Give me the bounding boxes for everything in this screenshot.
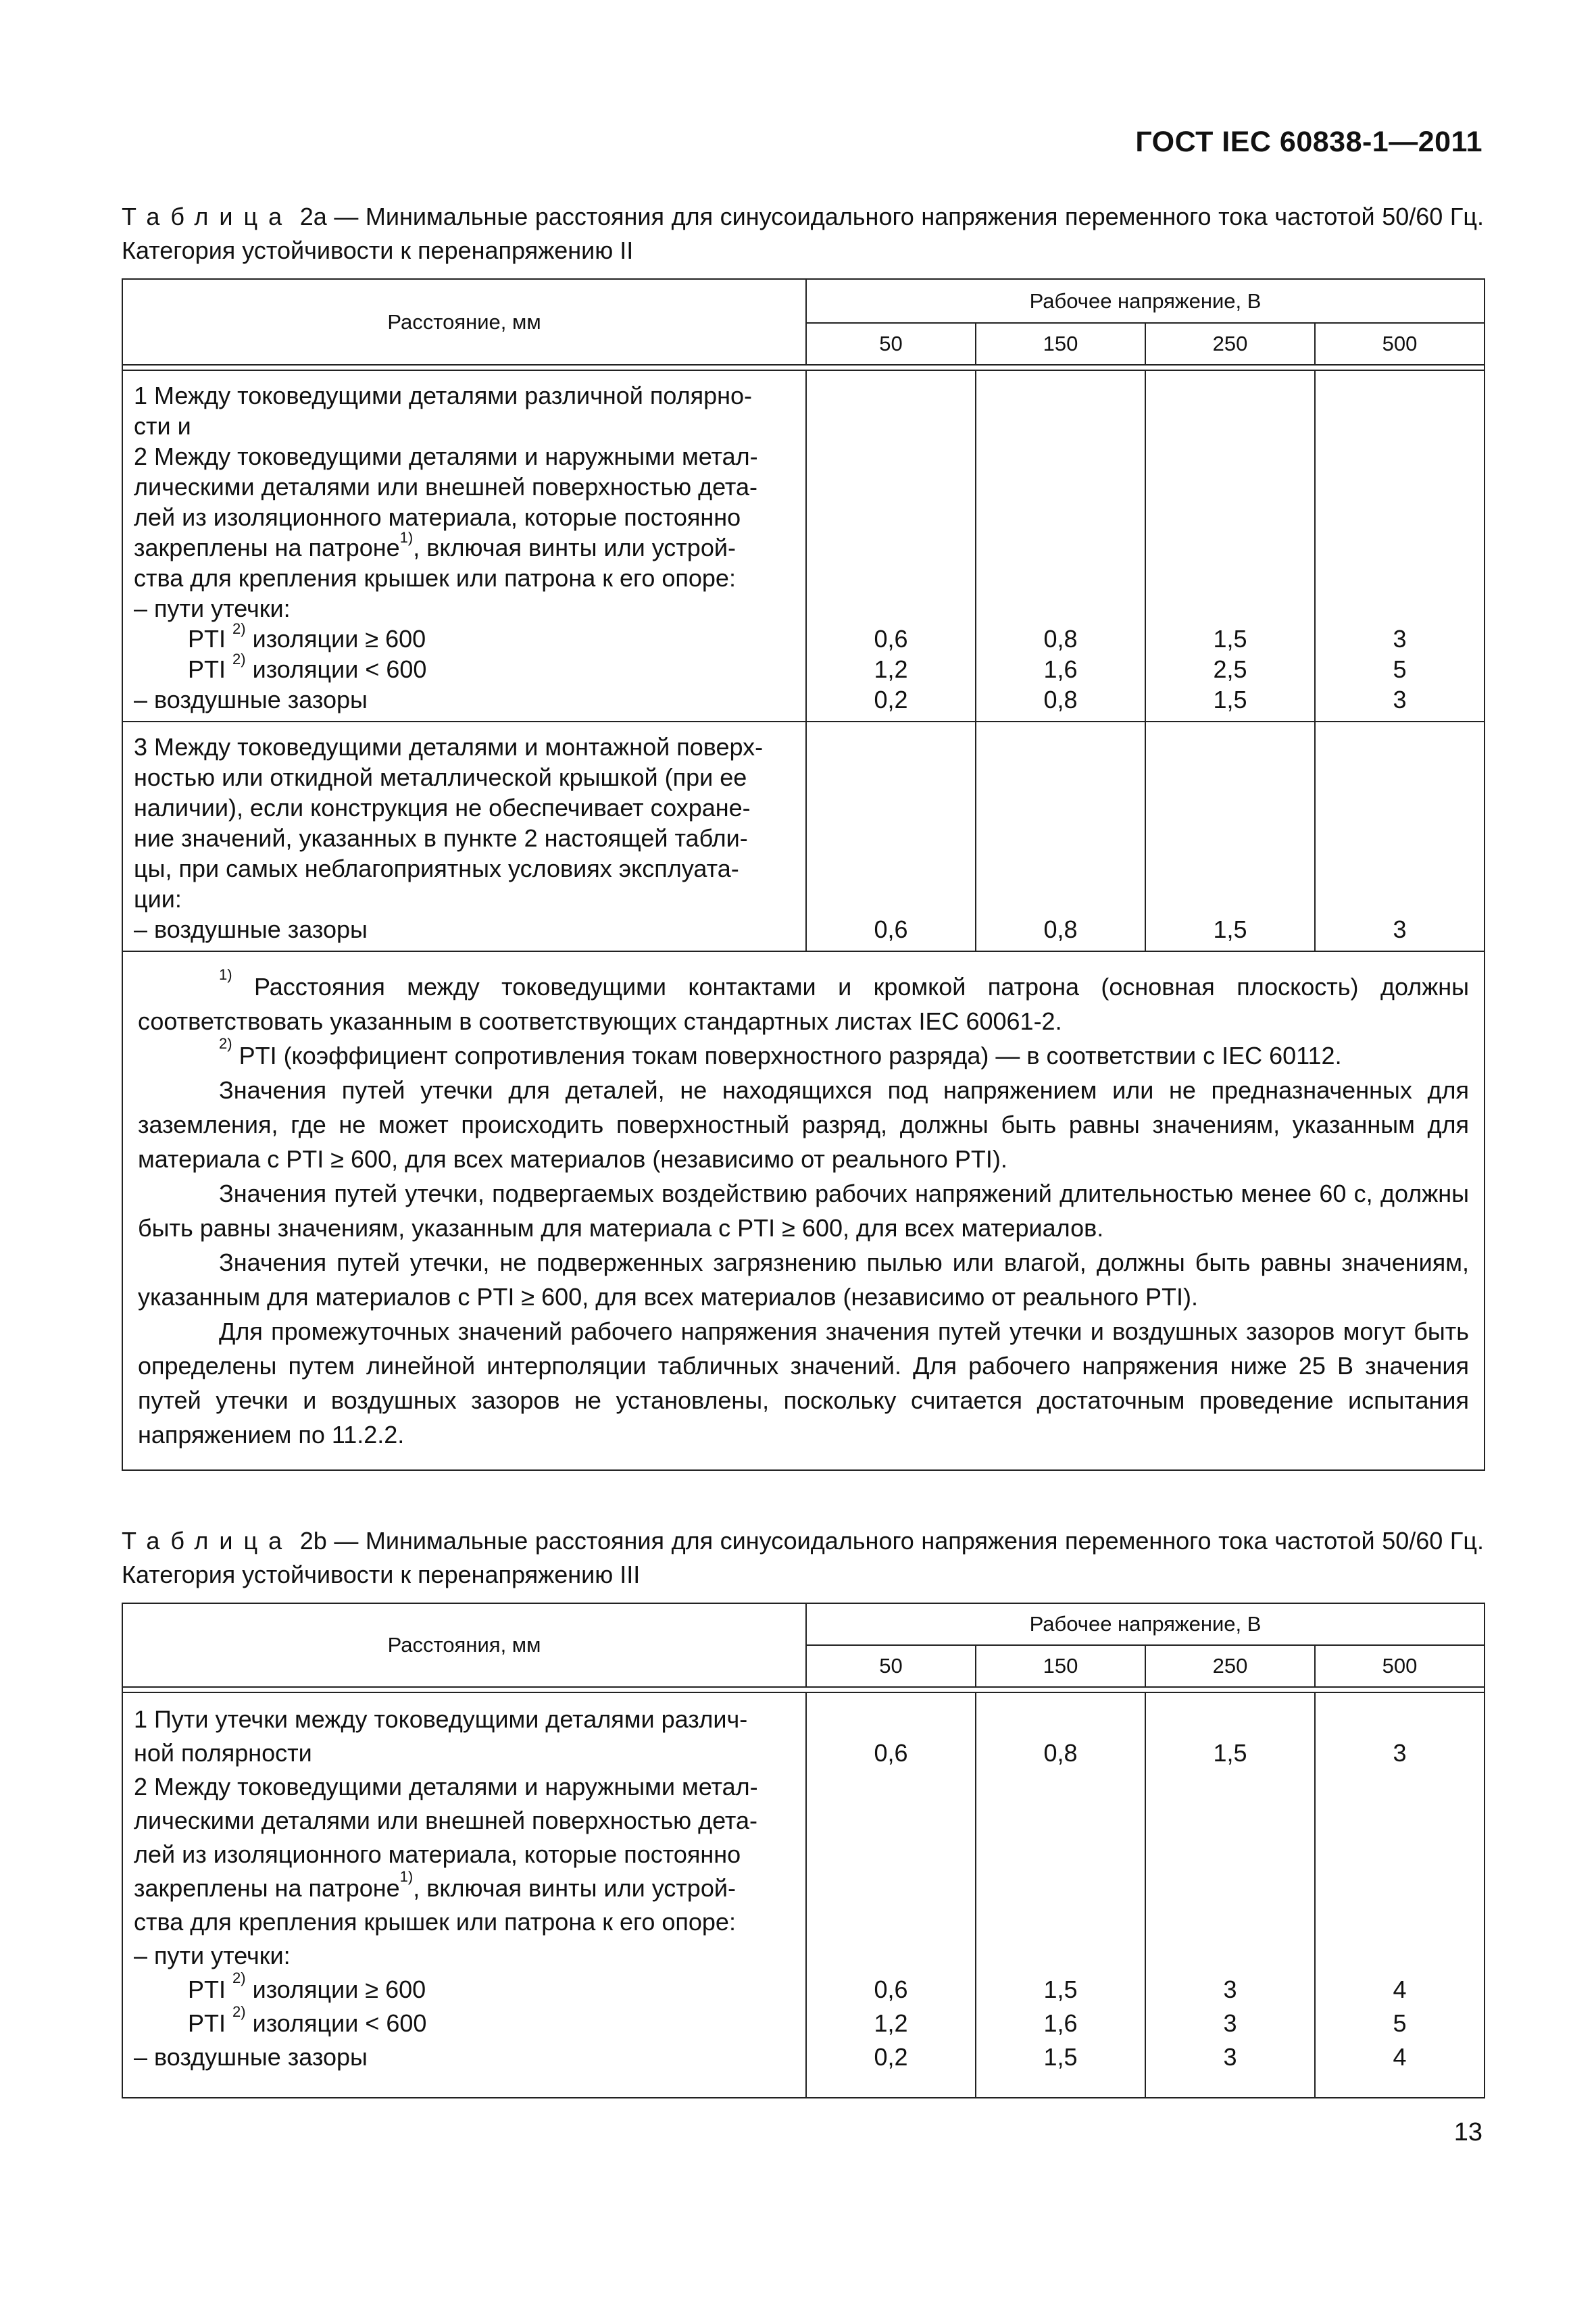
header-distance: Расстояния, мм (122, 1603, 806, 1687)
text-line: – воздушные зазоры (134, 686, 368, 713)
caption-word: Таблица (122, 1527, 293, 1555)
value: 3 (1393, 915, 1407, 943)
text-span: PTI (188, 655, 233, 683)
value: 0,6 (874, 1976, 908, 2003)
voltage-500: 500 (1315, 323, 1485, 365)
text-line: лическими деталями или внешней поверхностью дета- (134, 1807, 758, 1834)
value: 4 (1393, 2043, 1407, 2071)
text-line: лей из изоляционного материала, которые постоянно (134, 1840, 741, 1868)
footnote-ref: 2) (232, 651, 246, 668)
text-span: изоляции ≥ 600 (245, 625, 426, 653)
text-span: изоляции ≥ 600 (245, 1976, 426, 2003)
voltage-500: 500 (1315, 1645, 1485, 1687)
text-line: – воздушные зазоры (134, 915, 368, 943)
value: 2,5 (1213, 655, 1247, 683)
text-line (134, 2003, 795, 2040)
value: 3 (1393, 625, 1407, 653)
value-cell (1145, 370, 1315, 722)
value: 1,5 (1213, 625, 1247, 653)
text-span: PTI (188, 1976, 233, 2003)
voltage-250: 250 (1145, 1645, 1315, 1687)
text-span: изоляции < 600 (245, 655, 427, 683)
value: 0,2 (874, 2043, 908, 2071)
value: 3 (1393, 1739, 1407, 1767)
value-cell (976, 1692, 1145, 2098)
text-line (134, 620, 795, 654)
value: 1,5 (1213, 915, 1247, 943)
text-span: , включая винты или устрой- (413, 1874, 736, 1902)
note-paragraph: Для промежуточных значений рабочего напряжения значения путей утечки и воздушных зазоров могут быть определены путем линейной интерполяции табличных значений. Для рабочего напряжения ниже 25 В значения путей утечки и воздушных зазоров не установлены, поскольку считается достаточным проведение испытания напряжением по 11.2.2. (138, 1317, 1470, 1449)
note-paragraph: Значения путей утечки, подвергаемых воздействию рабочих напряжений длительностью менее 60 с, должны быть равны значениям, указанным для материала с PTI ≥ 600, для всех материалов. (138, 1180, 1470, 1242)
value: 1,5 (1213, 686, 1247, 713)
value: 0,6 (874, 625, 908, 653)
table-2b (122, 1603, 1485, 2098)
footnote-ref: 2) (232, 1969, 246, 1986)
text-line: лическими деталями или внешней поверхностью дета- (134, 473, 758, 501)
text-line: ние значений, указанных в пункте 2 настоящей табли- (134, 824, 748, 852)
value: 0,8 (1043, 1739, 1078, 1767)
text-line (134, 1868, 795, 1905)
voltage-250: 250 (1145, 323, 1315, 365)
table-row (122, 722, 1485, 951)
table-notes (122, 951, 1485, 1470)
text-line: сти и (134, 412, 191, 440)
row-description (122, 370, 806, 722)
text-line: 1 Между токоведущими деталями различной полярно- (134, 382, 753, 409)
text-line: 1 Пути утечки между токоведущими деталями различ- (134, 1705, 748, 1733)
text-line: – пути утечки: (134, 1942, 291, 1969)
value-cell (806, 370, 976, 722)
note-paragraph: Значения путей утечки для деталей, не находящихся под напряжением или не предназначенных для заземления, где не может происходить поверхностный разряд, должны быть равны значениям, указанным для материала с PTI ≥ 600, для всех материалов (независимо от реального PTI). (138, 1076, 1470, 1173)
value: 0,2 (874, 686, 908, 713)
text-line: ства для крепления крышек или патрона к его опоре: (134, 564, 736, 592)
footnote-text: Расстояния между токоведущими контактами и кромкой патрона (основная плоскость) должны соответствовать указанным в соответствующих стандартных листах IEC 60061-2. (138, 973, 1470, 1035)
footnote-marker: 2) (219, 1035, 232, 1052)
note-paragraph: Значения путей утечки, не подверженных загрязнению пылью или влагой, должны быть равны значениям, указанным для материалов с PTI ≥ 600, для всех материалов (независимо от реального PTI). (138, 1249, 1470, 1311)
footnote-ref: 1) (399, 1868, 414, 1885)
value-cell (976, 722, 1145, 951)
caption-text: 2b — Минимальные расстояния для синусоидального напряжения переменного тока частотой 50/60 Гц. Категория устойчивости к перенапряжению III (122, 1527, 1484, 1588)
text-line: – воздушные зазоры (134, 2043, 368, 2071)
footnote-ref: 2) (232, 2003, 246, 2020)
header-separator (122, 365, 1485, 370)
value: 3 (1223, 2043, 1237, 2071)
text-span: закреплены на патроне (134, 1874, 400, 1902)
text-line (134, 651, 795, 684)
text-line: наличии), если конструкция не обеспечивает сохране- (134, 794, 751, 822)
row-description (122, 722, 806, 951)
text-line: ства для крепления крышек или патрона к его опоре: (134, 1908, 736, 1936)
header-separator (122, 1687, 1485, 1692)
value: 1,6 (1043, 655, 1078, 683)
text-line: 2 Между токоведущими деталями и наружными метал- (134, 443, 758, 470)
text-line: цы, при самых неблагоприятных условиях эксплуата- (134, 855, 739, 882)
value-cell (976, 370, 1145, 722)
footnote-1 (138, 966, 1470, 1038)
text-span: изоляции < 600 (245, 2009, 427, 2037)
table-row (122, 370, 1485, 722)
value: 3 (1393, 686, 1407, 713)
value: 1,2 (874, 2009, 908, 2037)
value-cell (806, 722, 976, 951)
value: 4 (1393, 1976, 1407, 2003)
value-cell (1315, 370, 1485, 722)
table-2a (122, 278, 1485, 1471)
value-cell (1145, 1692, 1315, 2098)
text-line (134, 529, 795, 563)
text-line: 3 Между токоведущими деталями и монтажной поверх- (134, 733, 764, 761)
value: 5 (1393, 2009, 1407, 2037)
footnote-text: PTI (коэффициент сопротивления токам поверхностного разряда) — в соответствии с IEC 60112. (232, 1042, 1342, 1070)
value: 3 (1223, 2009, 1237, 2037)
voltage-150: 150 (976, 1645, 1145, 1687)
voltage-50: 50 (806, 323, 976, 365)
footnote-ref: 1) (399, 529, 414, 546)
page-number: 13 (1453, 2118, 1482, 2146)
value: 1,5 (1043, 1976, 1078, 2003)
value-cell (1315, 722, 1485, 951)
value: 1,5 (1043, 2043, 1078, 2071)
row-description (122, 1692, 806, 2098)
caption-word: Таблица (122, 203, 293, 230)
table-2b-caption (122, 1524, 1484, 1592)
text-line: – пути утечки: (134, 595, 291, 622)
voltage-150: 150 (976, 323, 1145, 365)
value: 5 (1393, 655, 1407, 683)
value: 0,8 (1043, 915, 1078, 943)
value: 1,6 (1043, 2009, 1078, 2037)
value-cell (1145, 722, 1315, 951)
table-row (122, 1692, 1485, 2098)
text-span: , включая винты или устрой- (413, 534, 736, 561)
value: 0,6 (874, 1739, 908, 1767)
voltage-50: 50 (806, 1645, 976, 1687)
value: 0,6 (874, 915, 908, 943)
value: 0,8 (1043, 686, 1078, 713)
value: 0,8 (1043, 625, 1078, 653)
text-line: лей из изоляционного материала, которые постоянно (134, 503, 741, 531)
header-distance: Расстояние, мм (122, 279, 806, 365)
text-span: закреплены на патроне (134, 534, 400, 561)
text-line: ной полярности (134, 1739, 312, 1767)
standard-header: ГОСТ IEC 60838-1—2011 (1135, 126, 1482, 158)
header-voltage: Рабочее напряжение, В (806, 279, 1485, 323)
text-span: PTI (188, 625, 233, 653)
value: 3 (1223, 1976, 1237, 2003)
text-line (134, 1969, 795, 2007)
value: 1,2 (874, 655, 908, 683)
text-line: ностью или откидной металлической крышкой (при ее (134, 763, 747, 791)
table-2a-caption (122, 200, 1484, 268)
text-line: ции: (134, 885, 182, 913)
value-cell (1315, 1692, 1485, 2098)
header-voltage: Рабочее напряжение, В (806, 1603, 1485, 1645)
footnote-marker: 1) (219, 966, 232, 983)
value-cell (806, 1692, 976, 2098)
notes-row (122, 951, 1485, 1470)
text-span: PTI (188, 2009, 233, 2037)
footnote-ref: 2) (232, 620, 246, 637)
caption-text: 2а — Минимальные расстояния для синусоидального напряжения переменного тока частотой 50/60 Гц. Категория устойчивости к перенапряжению II (122, 203, 1484, 264)
text-line: 2 Между токоведущими деталями и наружными метал- (134, 1773, 758, 1801)
footnote-2 (138, 1035, 1469, 1073)
value: 1,5 (1213, 1739, 1247, 1767)
